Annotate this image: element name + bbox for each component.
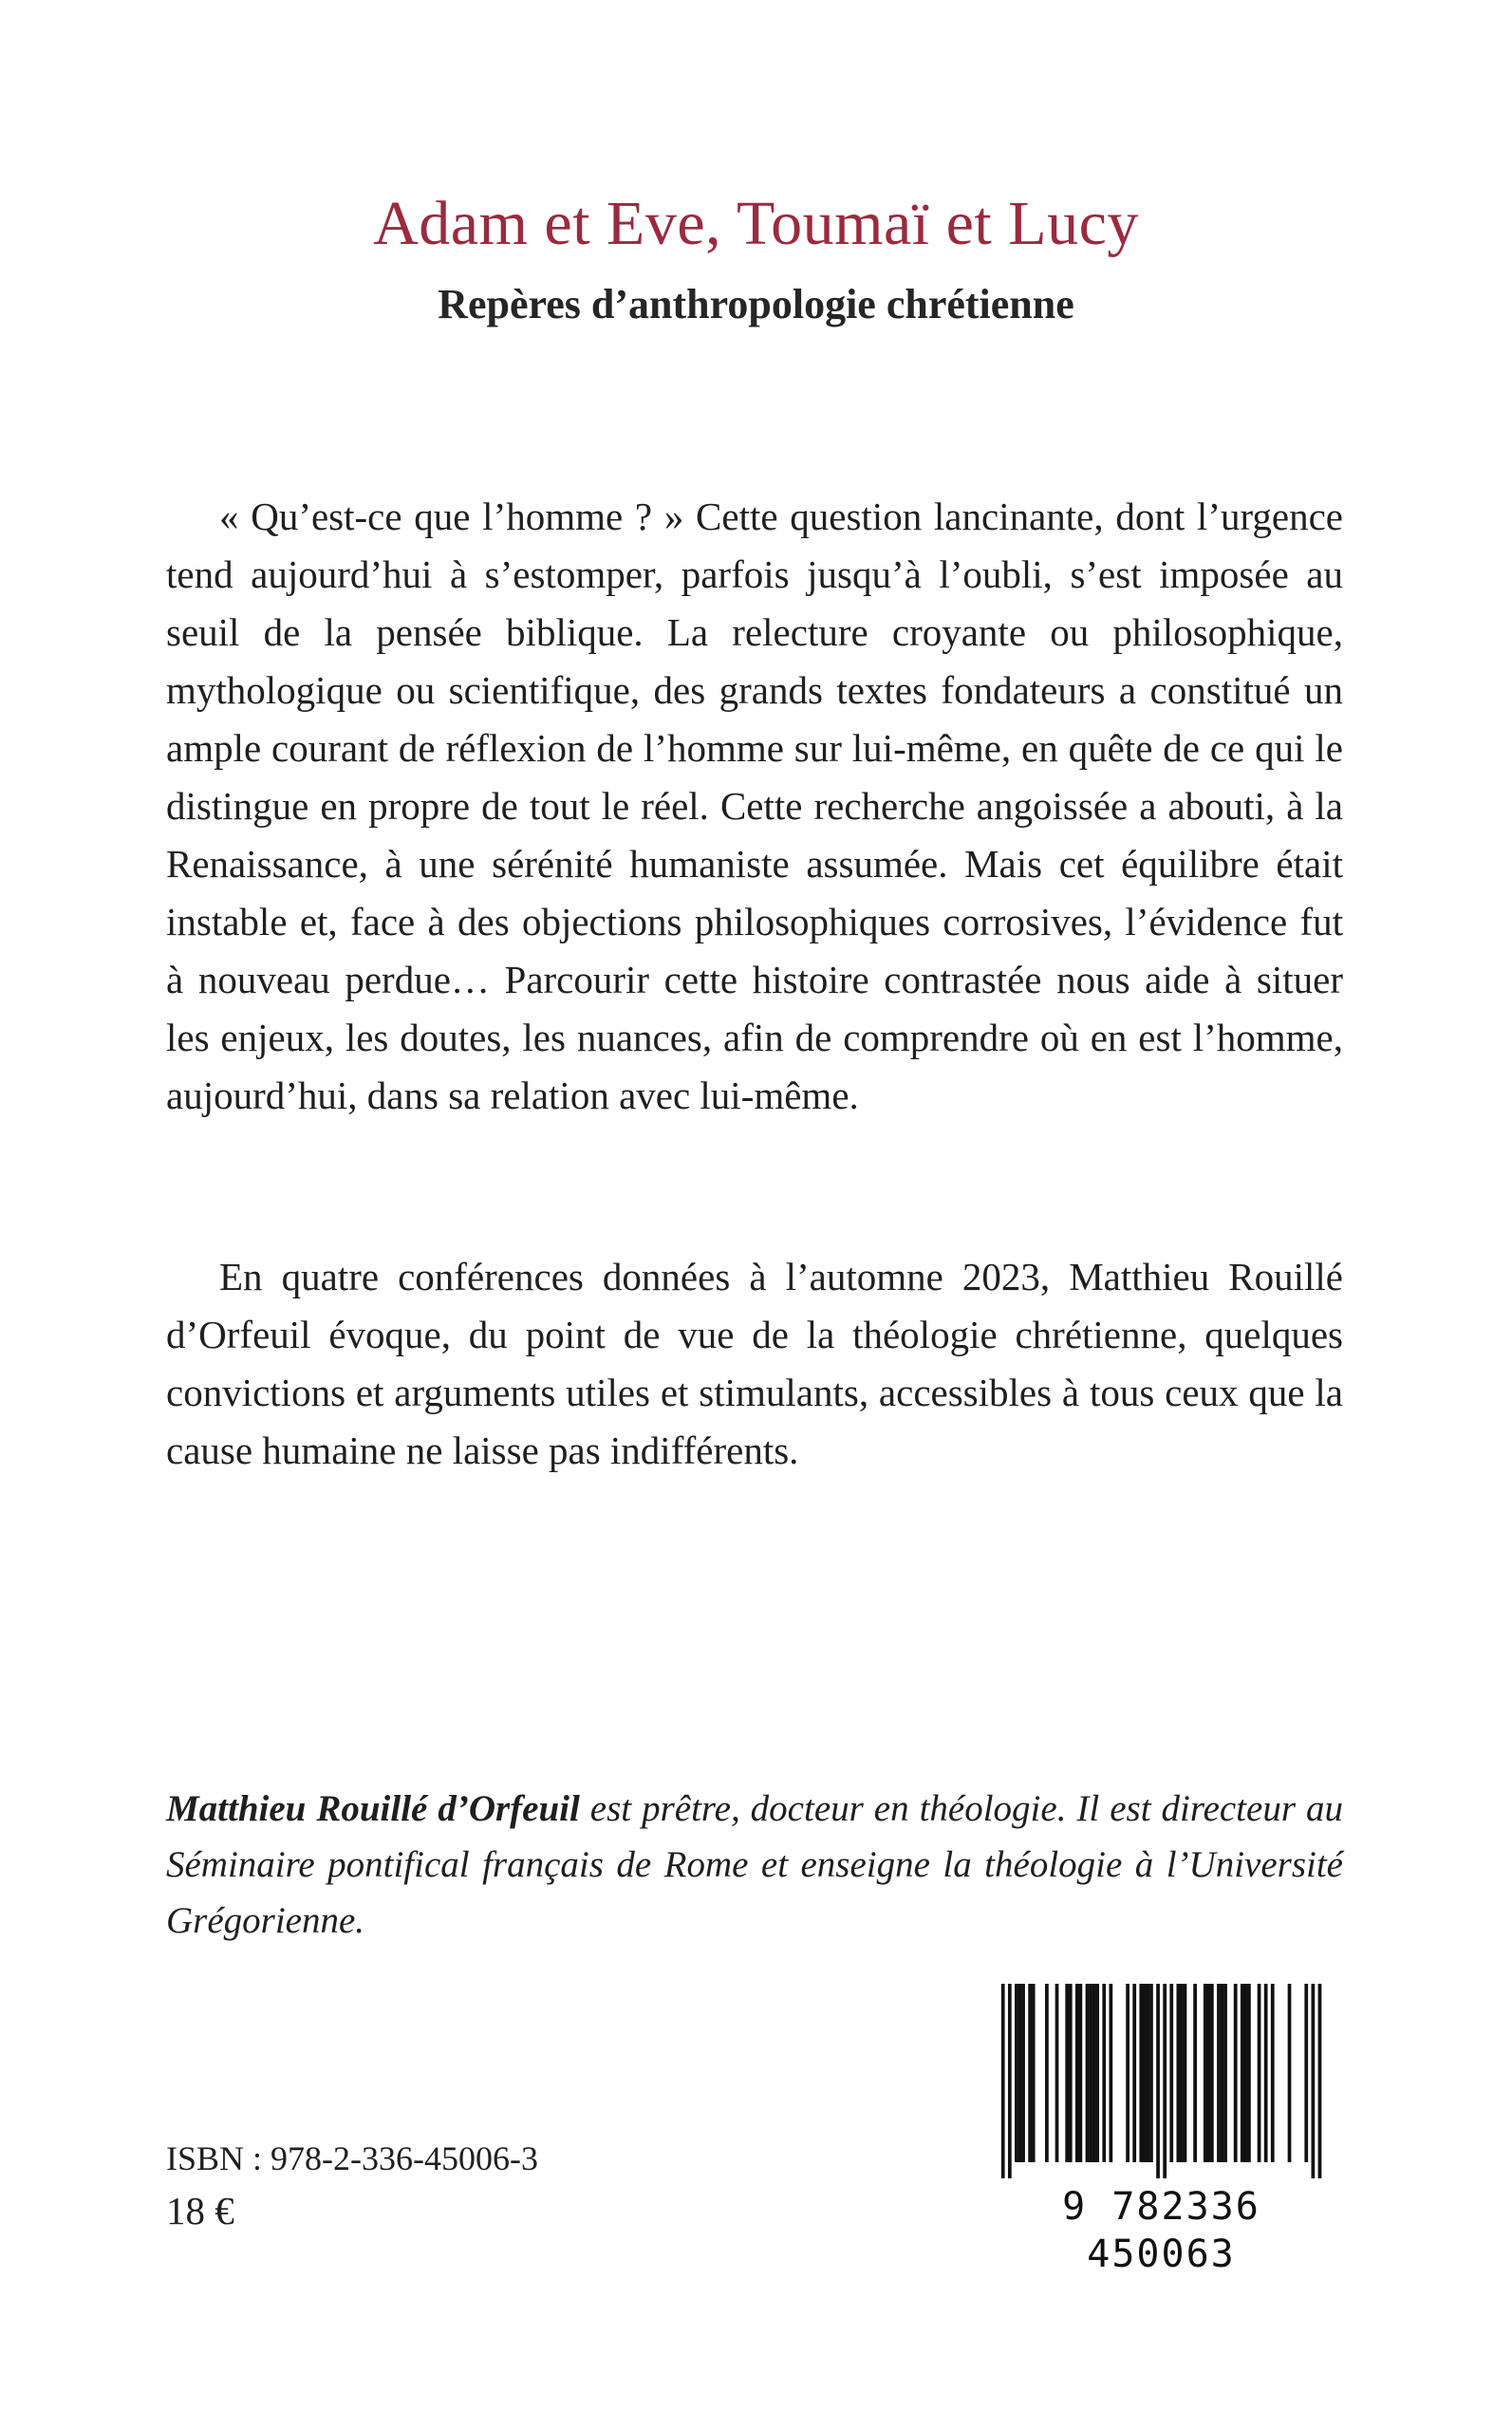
book-subtitle: Repères d’anthropologie chrétienne xyxy=(438,281,1074,327)
barcode-bar xyxy=(1318,1984,1322,2178)
barcode-bar xyxy=(1147,1984,1150,2162)
barcode-bar xyxy=(1132,1984,1136,2162)
barcode-bar xyxy=(1210,1984,1214,2162)
barcode-bar xyxy=(1015,1984,1018,2162)
barcode-bar xyxy=(1180,1984,1184,2162)
barcode-bar xyxy=(1095,1984,1099,2162)
barcode-bar xyxy=(1075,1984,1079,2162)
barcode xyxy=(978,1984,1345,2276)
barcode-bar xyxy=(1234,1984,1238,2162)
isbn: ISBN : 978-2-336-45006-3 xyxy=(166,2139,538,2177)
barcode-bar xyxy=(1055,1984,1059,2162)
barcode-bar xyxy=(1018,1984,1022,2162)
barcode-bar xyxy=(1092,1984,1096,2162)
barcode-bar xyxy=(1247,1984,1251,2162)
barcode-bar xyxy=(1241,1984,1244,2162)
barcode-bar xyxy=(1169,1984,1173,2162)
barcode-bar xyxy=(1139,1984,1143,2162)
barcode-bar xyxy=(1223,1984,1227,2162)
barcode-bar xyxy=(1079,1984,1083,2162)
barcode-bar xyxy=(1149,1984,1153,2162)
barcode-bar xyxy=(1258,1984,1261,2162)
barcode-bar xyxy=(1288,1984,1292,2162)
author-bio-text: est prêtre, docteur en théologie. Il est directeur au Séminaire pontifical français de Rome et enseigne la théologie à l’Université Grégorienne. xyxy=(166,1788,1343,1941)
barcode-bar xyxy=(1109,1984,1112,2162)
barcode-bar xyxy=(1126,1984,1129,2162)
barcode-bar xyxy=(1204,1984,1207,2162)
book-title: Adam et Eve, Toumaï et Lucy xyxy=(373,189,1139,258)
barcode-bar xyxy=(1089,1984,1092,2162)
barcode-bar xyxy=(1271,1984,1275,2162)
barcode-bars xyxy=(978,1984,1345,2178)
barcode-bar xyxy=(1264,1984,1268,2162)
barcode-bar xyxy=(1163,1984,1167,2178)
blurb-paragraph-1: « Qu’est-ce que l’homme ? » Cette question lancinante, dont l’urgence tend aujourd’hui à s’estomper, parfois jusqu’à l’oubli, s’est imposée au seuil de la pensée biblique. La relecture croyante ou philosophique, mythologique ou scientifique, des grands textes fondateurs a constitué un ample courant de réflexion de l’homme sur lui-même, en quête de ce qui le distingue en propre de tout le réel. Cette recherche angoissée a abouti, à la Renaissance, à une sérénité humaniste assumée. Mais cet équilibre était instable et, face à des objections philosophiques corrosives, l’évidence fut à nouveau perdue… Parcourir cette histoire contrastée nous aide à situer les enjeux, les doutes, les nuances, afin de comprendre où en est l’homme, aujourd’hui, dans sa relation avec lui-même. xyxy=(166,495,1343,1117)
barcode-bar xyxy=(1065,1984,1069,2162)
barcode-bar xyxy=(1156,1984,1160,2178)
barcode-bar xyxy=(1184,1984,1187,2162)
barcode-bar xyxy=(1021,1984,1025,2162)
barcode-bar xyxy=(1221,1984,1224,2162)
barcode-bar xyxy=(1032,1984,1036,2162)
barcode-bar xyxy=(1045,1984,1049,2162)
barcode-bar xyxy=(1102,1984,1106,2162)
barcode-bar xyxy=(1304,1984,1308,2162)
barcode-bar xyxy=(1001,1984,1005,2178)
author-name: Matthieu Rouillé d’Orfeuil xyxy=(166,1788,580,1829)
barcode-bar xyxy=(1217,1984,1221,2162)
barcode-bar xyxy=(1069,1984,1073,2162)
barcode-bar xyxy=(1008,1984,1012,2178)
barcode-bar xyxy=(1193,1984,1197,2162)
price: 18 € xyxy=(166,2189,234,2232)
barcode-bar xyxy=(1143,1984,1147,2162)
author-bio xyxy=(166,1781,1343,1949)
blurb-paragraph-2: En quatre conférences données à l’automne 2023, Matthieu Rouillé d’Orfeuil évoque, du point de vue de la théologie chrétienne, quelques convictions et arguments utiles et stimulants, accessibles à tous ceux que la cause humaine ne laisse pas indifférents. xyxy=(166,1255,1343,1472)
barcode-bar xyxy=(1312,1984,1316,2178)
barcode-bar xyxy=(1086,1984,1090,2162)
barcode-bar xyxy=(1206,1984,1210,2162)
barcode-bar xyxy=(1176,1984,1180,2162)
barcode-bar xyxy=(1243,1984,1247,2162)
barcode-digits: 9 782336 450063 xyxy=(1062,2185,1260,2276)
barcode-bar xyxy=(1028,1984,1032,2162)
